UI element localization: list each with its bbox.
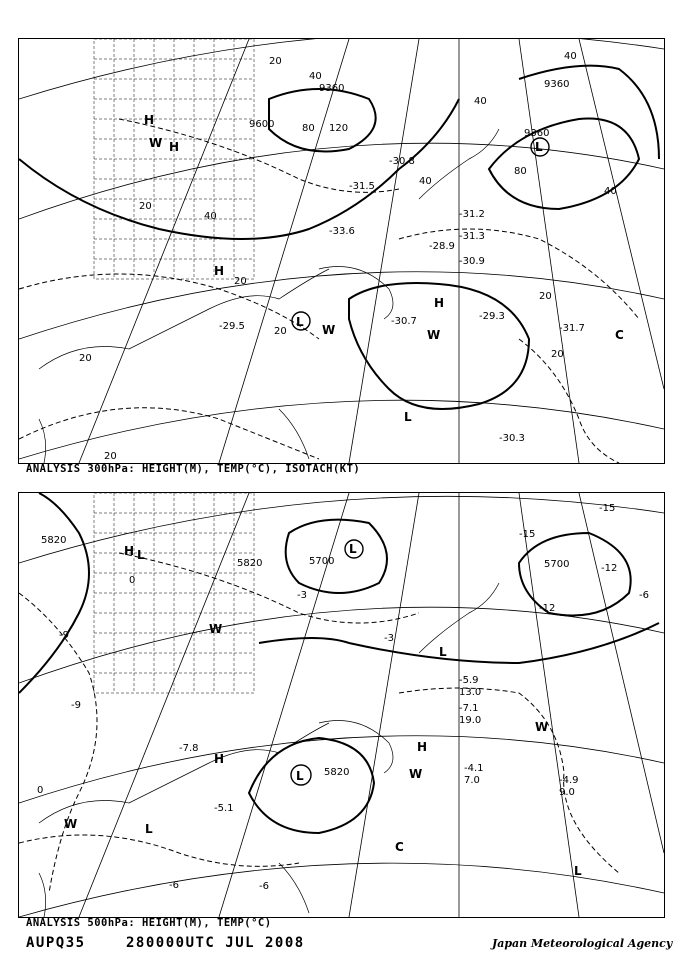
station-value: -7.1 (459, 703, 479, 714)
isotach-label: 40 (564, 51, 577, 62)
station-value: 13.0 (459, 687, 482, 698)
isotach-label: 80 (514, 166, 527, 177)
low-pressure-marker: L (535, 140, 543, 154)
warm-marker: W (409, 767, 423, 781)
low-pressure-marker: L (404, 410, 412, 424)
graticule (19, 39, 664, 463)
height-label: 9360 (319, 83, 345, 94)
warm-marker: W (427, 328, 441, 342)
low-pressure-marker: L (137, 548, 145, 562)
temp-label: -9 (59, 630, 69, 641)
station-value: -5.9 (459, 675, 479, 686)
low-pressure-marker: L (145, 822, 153, 836)
graticule (19, 493, 664, 917)
analysis-time: 280000UTC JUL 2008 (126, 935, 305, 951)
chart-500hpa (18, 492, 665, 918)
chart-300hpa (18, 38, 665, 464)
low-pressure-marker: L (439, 645, 447, 659)
isotach-label: 40 (204, 211, 217, 222)
temp-label: -30.9 (459, 256, 485, 267)
height-label: 9600 (249, 119, 275, 130)
temp-label: -31.7 (559, 323, 585, 334)
temp-label: -30.7 (391, 316, 417, 327)
temp-label: -12 (539, 603, 556, 614)
caption-500hpa: ANALYSIS 500hPa: HEIGHT(M), TEMP(°C) (26, 917, 272, 929)
isotach-label: 20 (274, 326, 287, 337)
isotach-label: 40 (604, 186, 617, 197)
high-pressure-marker: H (144, 113, 155, 127)
high-pressure-marker: H (214, 264, 225, 278)
high-pressure-marker: H (169, 140, 180, 154)
warm-marker: W (149, 136, 163, 150)
temp-label: -15 (519, 529, 536, 540)
high-pressure-marker: H (214, 752, 225, 766)
isotach-label: 80 (302, 123, 315, 134)
temp-label: -29.3 (479, 311, 505, 322)
high-pressure-marker: H (434, 296, 445, 310)
temp-label: -6 (169, 880, 179, 891)
chart-300hpa-map (19, 39, 664, 463)
height-label: 5820 (324, 767, 350, 778)
isotach-label: 120 (329, 123, 349, 134)
isotach-label: 20 (104, 451, 117, 462)
temp-label: -31.5 (349, 181, 375, 192)
station-value: -4.9 (559, 775, 579, 786)
temp-label: -3 (297, 590, 307, 601)
warm-marker: W (209, 622, 223, 636)
hatched-area (94, 39, 254, 279)
height-label: 9360 (524, 128, 550, 139)
temp-label: -6 (639, 590, 649, 601)
isotach-label: 40 (419, 176, 432, 187)
temp-label: 0 (37, 785, 44, 796)
temp-label: -6 (259, 881, 269, 892)
caption-300hpa: ANALYSIS 300hPa: HEIGHT(M), TEMP(°C), ISOTACH(KT) (26, 463, 361, 475)
isotach-label: 20 (269, 56, 282, 67)
isotach-label: 20 (79, 353, 92, 364)
agency-name: Japan Meteorological Agency (492, 937, 673, 950)
temp-label: -33.6 (329, 226, 355, 237)
isotach-label: 20 (234, 276, 247, 287)
isotach-label: 20 (551, 349, 564, 360)
temp-label: -15 (599, 503, 616, 514)
isotach-label: 20 (539, 291, 552, 302)
isotach-label: 20 (139, 201, 152, 212)
temp-label: -3 (384, 633, 394, 644)
station-value: 19.0 (459, 715, 482, 726)
warm-marker: W (64, 817, 78, 831)
hatched-area (94, 493, 254, 693)
cold-marker: C (615, 328, 624, 342)
height-label: 5820 (237, 558, 263, 569)
height-label: 5700 (544, 559, 570, 570)
high-pressure-marker: H (417, 740, 428, 754)
bulletin-code: AUPQ35 (26, 935, 86, 951)
temp-label: -28.9 (429, 241, 455, 252)
cold-marker: C (395, 840, 404, 854)
high-pressure-marker: H (124, 544, 135, 558)
temp-label: -30.8 (389, 156, 415, 167)
temp-label: -29.5 (219, 321, 245, 332)
low-pressure-marker: L (349, 542, 357, 556)
station-value: -4.1 (464, 763, 484, 774)
warm-marker: W (535, 720, 549, 734)
temp-label: -30.3 (499, 433, 525, 444)
isotach-label: 40 (309, 71, 322, 82)
station-value: -7.8 (179, 743, 199, 754)
station-value: -5.1 (214, 803, 234, 814)
coastlines (39, 583, 499, 917)
temp-label: -31.3 (459, 231, 485, 242)
height-label: 5820 (41, 535, 67, 546)
station-value: 7.0 (464, 775, 480, 786)
height-label: 5700 (309, 556, 335, 567)
isotach-label: 40 (474, 96, 487, 107)
low-pressure-marker: L (296, 769, 304, 783)
station-value: 9.0 (559, 787, 575, 798)
low-pressure-marker: L (574, 864, 582, 878)
chart-500hpa-map (19, 493, 664, 917)
low-pressure-marker: L (296, 315, 304, 329)
temp-label: -12 (601, 563, 618, 574)
warm-marker: W (322, 323, 336, 337)
temp-label: 0 (129, 575, 136, 586)
temp-label: -31.2 (459, 209, 485, 220)
height-label: 9360 (544, 79, 570, 90)
temp-label: -9 (71, 700, 81, 711)
